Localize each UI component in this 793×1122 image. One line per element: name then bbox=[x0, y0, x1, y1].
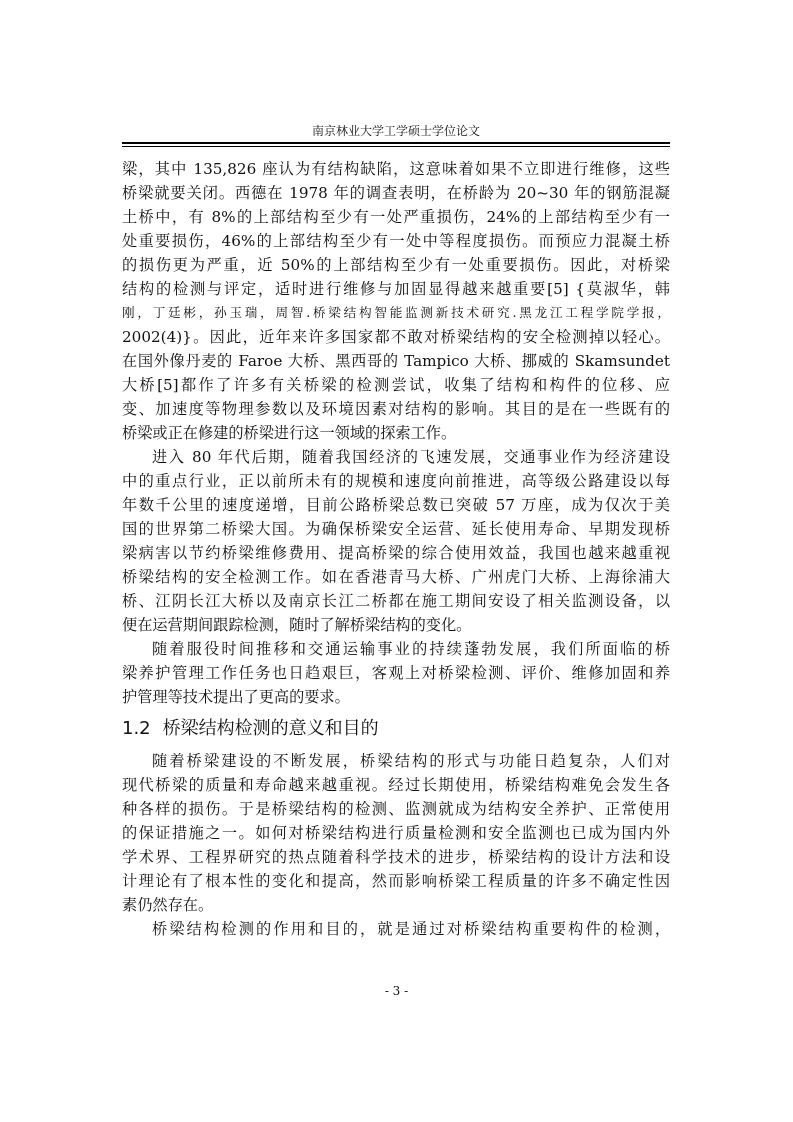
citation-line: 刚，丁廷彬，孙玉瑞，周智.桥梁结构智能监测新技术研究.黑龙江工程学院学报， bbox=[122, 305, 670, 320]
header-rule-thick bbox=[122, 142, 670, 144]
text-line: 随着服役时间推移和交通运输事业的持续蓬勃发展，我们所面临的桥 bbox=[152, 640, 670, 658]
text-line: 计理论有了根本性的变化和提高，然而影响桥梁工程质量的许多不确定性因 bbox=[122, 872, 670, 890]
text-line: 素仍然存在。 bbox=[122, 896, 214, 914]
text-line: 护管理等技术提出了更高的要求。 bbox=[122, 688, 350, 706]
text-line: 随着桥梁建设的不断发展，桥梁结构的形式与功能日趋复杂，人们对 bbox=[152, 752, 670, 770]
section-title: 桥梁结构检测的意义和目的 bbox=[162, 718, 379, 739]
text-line: 在国外像丹麦的 Faroe 大桥、黑西哥的 Tampico 大桥、挪威的 Skamsundet bbox=[122, 352, 670, 370]
paragraph-4 bbox=[122, 749, 670, 917]
paragraph-5 bbox=[122, 917, 670, 941]
text-line: 大桥[5]都作了许多有关桥梁的检测尝试，收集了结构和构件的位移、应 bbox=[122, 376, 670, 394]
text-line: 进入 80 年代后期，随着我国经济的飞速发展，交通事业作为经济建设 bbox=[152, 448, 670, 466]
text-line: 桥梁结构的安全检测工作。如在香港青马大桥、广州虎门大桥、上海徐浦大 bbox=[122, 568, 670, 586]
text-line: 桥梁或正在修建的桥梁进行这一领域的探索工作。 bbox=[122, 424, 457, 442]
text-line: 2002(4)}。因此，近年来许多国家都不敢对桥梁结构的安全检测掉以轻心。 bbox=[122, 328, 670, 346]
text-line: 学术界、工程界研究的热点随着科学技术的进步，桥梁结构的设计方法和设 bbox=[122, 848, 670, 866]
text-line: 梁，其中 135,826 座认为有结构缺陷，这意味着如果不立即进行维修，这些 bbox=[122, 160, 670, 178]
section-heading bbox=[122, 711, 670, 747]
text-line: 便在运营期间跟踪检测，随时了解桥梁结构的变化。 bbox=[122, 616, 472, 634]
page-body bbox=[122, 157, 670, 941]
paragraph-1 bbox=[122, 157, 670, 445]
text-line: 梁养护管理工作任务也日趋艰巨，客观上对桥梁检测、评价、维修加固和养 bbox=[122, 664, 670, 682]
text-line: 桥、江阴长江大桥以及南京长江二桥都在施工期间安设了相关监测设备，以 bbox=[122, 592, 670, 610]
paragraph-3 bbox=[122, 637, 670, 709]
header-rule-thin bbox=[122, 146, 670, 147]
section-number: 1.2 bbox=[122, 718, 151, 739]
text-line: 国的世界第二桥梁大国。为确保桥梁安全运营、延长使用寿命、早期发现桥 bbox=[122, 520, 670, 538]
text-line: 处重要损伤，46%的上部结构至少有一处中等程度损伤。而预应力混凝土桥 bbox=[122, 232, 670, 250]
text-line: 中的重点行业，正以前所未有的规模和速度向前推进，高等级公路建设以每 bbox=[122, 472, 670, 490]
text-line: 年数千公里的速度递增，目前公路桥梁总数已突破 57 万座，成为仅次于美 bbox=[122, 496, 670, 514]
text-line: 桥梁结构检测的作用和目的，就是通过对桥梁结构重要构件的检测， bbox=[152, 920, 670, 938]
text-line: 桥梁就要关闭。西德在 1978 年的调查表明，在桥龄为 20~30 年的钢筋混凝 bbox=[122, 184, 670, 202]
text-line: 变、加速度等物理参数以及环境因素对结构的影响。其目的是在一些既有的 bbox=[122, 400, 670, 418]
text-line: 梁病害以节约桥梁维修费用、提高桥梁的综合使用效益，我国也越来越重视 bbox=[122, 544, 670, 562]
page-number: - 3 - bbox=[384, 984, 409, 998]
text-line: 结构的检测与评定，适时进行维修与加固显得越来越重要[5] {莫淑华，韩 bbox=[122, 280, 670, 298]
text-line: 土桥中，有 8%的上部结构至少有一处严重损伤，24%的上部结构至少有一 bbox=[122, 208, 670, 226]
running-header: 南京林业大学工学硕士学位论文 bbox=[311, 124, 480, 138]
text-line: 种各样的损伤。于是桥梁结构的检测、监测就成为结构安全养护、正常使用 bbox=[122, 800, 670, 818]
text-line: 的损伤更为严重，近 50%的上部结构至少有一处重要损伤。因此，对桥梁 bbox=[122, 256, 670, 274]
paragraph-2 bbox=[122, 445, 670, 637]
text-line: 现代桥梁的质量和寿命越来越重视。经过长期使用，桥梁结构难免会发生各 bbox=[122, 776, 670, 794]
text-line: 的保证措施之一。如何对桥梁结构进行质量检测和安全监测也已成为国内外 bbox=[122, 824, 670, 842]
